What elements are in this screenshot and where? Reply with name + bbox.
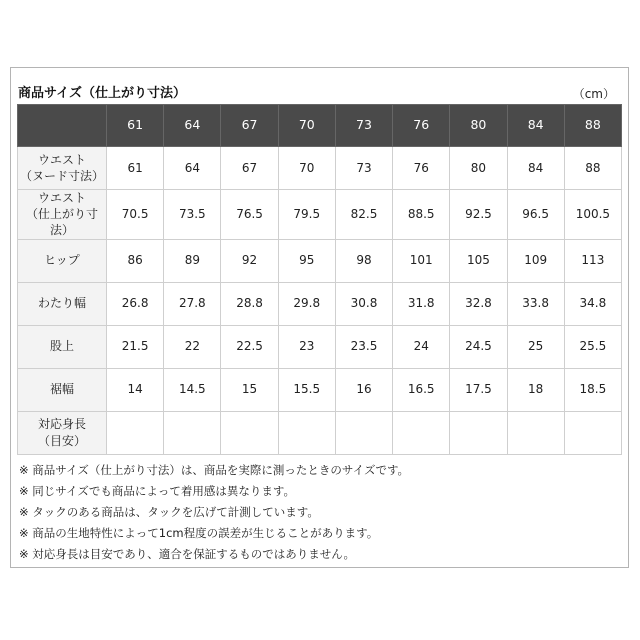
table-cell: 70.5 bbox=[107, 190, 164, 240]
note-line: ※ 商品サイズ（仕上がり寸法）は、商品を実際に測ったときのサイズです。 bbox=[19, 463, 410, 477]
table-cell: 21.5 bbox=[107, 325, 164, 368]
table-row-waist-nude bbox=[18, 147, 622, 190]
table-cell: 96.5 bbox=[507, 190, 564, 240]
size-header-cell: 61 bbox=[107, 105, 164, 147]
table-cell: 86 bbox=[107, 239, 164, 282]
note-line: ※ 商品の生地特性によって1cm程度の誤差が生じることがあります。 bbox=[19, 526, 379, 540]
row-label-line: ウエスト bbox=[37, 191, 86, 205]
row-label-line: ウエスト bbox=[37, 152, 86, 167]
table-row-hem bbox=[18, 368, 622, 411]
table-cell: 18.5 bbox=[564, 368, 621, 411]
table-cell: 82.5 bbox=[335, 190, 392, 240]
table-cell: 34.8 bbox=[564, 282, 621, 325]
table-cell: 88.5 bbox=[393, 190, 450, 240]
table-cell: 22 bbox=[164, 325, 221, 368]
row-label-line: （仕上がり寸法） bbox=[25, 207, 98, 238]
table-cell: 27.8 bbox=[164, 282, 221, 325]
row-label-line: （目安） bbox=[37, 433, 86, 448]
table-cell: 16 bbox=[335, 368, 392, 411]
table-row-height bbox=[18, 411, 622, 454]
size-header-cell: 84 bbox=[507, 105, 564, 147]
table-cell: 100.5 bbox=[564, 190, 621, 240]
row-label: 裾幅 bbox=[18, 368, 107, 411]
table-cell: 24.5 bbox=[450, 325, 507, 368]
table-cell: 16.5 bbox=[393, 368, 450, 411]
table-cell: 15 bbox=[221, 368, 278, 411]
table-cell: 32.8 bbox=[450, 282, 507, 325]
table-cell: 67 bbox=[221, 147, 278, 190]
table-cell bbox=[564, 411, 621, 454]
table-cell bbox=[335, 411, 392, 454]
table-cell: 30.8 bbox=[335, 282, 392, 325]
table-cell bbox=[278, 411, 335, 454]
table-cell: 92.5 bbox=[450, 190, 507, 240]
size-chart-card bbox=[10, 67, 629, 568]
table-cell: 18 bbox=[507, 368, 564, 411]
table-cell: 105 bbox=[450, 239, 507, 282]
table-cell: 61 bbox=[107, 147, 164, 190]
table-cell: 101 bbox=[393, 239, 450, 282]
size-header-cell: 73 bbox=[335, 105, 392, 147]
table-cell: 113 bbox=[564, 239, 621, 282]
table-cell: 92 bbox=[221, 239, 278, 282]
size-header-cell: 64 bbox=[164, 105, 221, 147]
table-cell: 23 bbox=[278, 325, 335, 368]
size-table bbox=[17, 104, 622, 455]
note-line: ※ 同じサイズでも商品によって着用感は異なります。 bbox=[19, 484, 295, 498]
table-cell: 31.8 bbox=[393, 282, 450, 325]
note-line: ※ タックのある商品は、タックを広げて計測しています。 bbox=[19, 505, 319, 519]
table-cell: 28.8 bbox=[221, 282, 278, 325]
table-cell: 14 bbox=[107, 368, 164, 411]
table-cell: 22.5 bbox=[221, 325, 278, 368]
table-cell bbox=[507, 411, 564, 454]
table-cell: 24 bbox=[393, 325, 450, 368]
table-row-rise bbox=[18, 325, 622, 368]
table-cell: 109 bbox=[507, 239, 564, 282]
table-row-waist-finished bbox=[18, 190, 622, 240]
table-cell: 95 bbox=[278, 239, 335, 282]
header-row bbox=[18, 105, 622, 147]
table-cell bbox=[450, 411, 507, 454]
row-label bbox=[18, 411, 107, 454]
table-cell: 14.5 bbox=[164, 368, 221, 411]
unit-label: （cm） bbox=[572, 87, 615, 101]
note-line: ※ 対応身長は目安であり、適合を保証するものではありません。 bbox=[19, 547, 355, 561]
chart-title: 商品サイズ（仕上がり寸法） bbox=[18, 86, 186, 101]
table-cell bbox=[164, 411, 221, 454]
table-cell: 64 bbox=[164, 147, 221, 190]
row-label: 股上 bbox=[18, 325, 107, 368]
size-header-cell: 70 bbox=[278, 105, 335, 147]
row-label-line: 対応身長 bbox=[37, 417, 86, 432]
table-cell: 73.5 bbox=[164, 190, 221, 240]
size-header-cell: 76 bbox=[393, 105, 450, 147]
table-cell: 98 bbox=[335, 239, 392, 282]
table-cell: 76.5 bbox=[221, 190, 278, 240]
table-cell: 29.8 bbox=[278, 282, 335, 325]
table-cell: 73 bbox=[335, 147, 392, 190]
table-cell: 88 bbox=[564, 147, 621, 190]
size-header-cell: 80 bbox=[450, 105, 507, 147]
table-cell: 33.8 bbox=[507, 282, 564, 325]
table-cell: 84 bbox=[507, 147, 564, 190]
table-cell bbox=[107, 411, 164, 454]
table-cell bbox=[221, 411, 278, 454]
table-cell: 80 bbox=[450, 147, 507, 190]
table-cell: 25 bbox=[507, 325, 564, 368]
table-row-thigh bbox=[18, 282, 622, 325]
size-header-cell: 67 bbox=[221, 105, 278, 147]
table-cell: 79.5 bbox=[278, 190, 335, 240]
row-label-line: （ヌード寸法） bbox=[19, 169, 104, 183]
table-cell: 70 bbox=[278, 147, 335, 190]
table-cell: 89 bbox=[164, 239, 221, 282]
row-label bbox=[18, 147, 107, 190]
row-label: ヒップ bbox=[18, 239, 107, 282]
table-cell: 15.5 bbox=[278, 368, 335, 411]
row-label: わたり幅 bbox=[18, 282, 107, 325]
table-cell: 25.5 bbox=[564, 325, 621, 368]
table-cell: 26.8 bbox=[107, 282, 164, 325]
row-label bbox=[18, 190, 107, 240]
table-cell: 23.5 bbox=[335, 325, 392, 368]
table-cell: 76 bbox=[393, 147, 450, 190]
table-cell: 17.5 bbox=[450, 368, 507, 411]
size-header-cell: 88 bbox=[564, 105, 621, 147]
table-cell bbox=[393, 411, 450, 454]
notes-block bbox=[19, 460, 409, 565]
header-corner-cell bbox=[18, 105, 107, 147]
table-row-hip bbox=[18, 239, 622, 282]
